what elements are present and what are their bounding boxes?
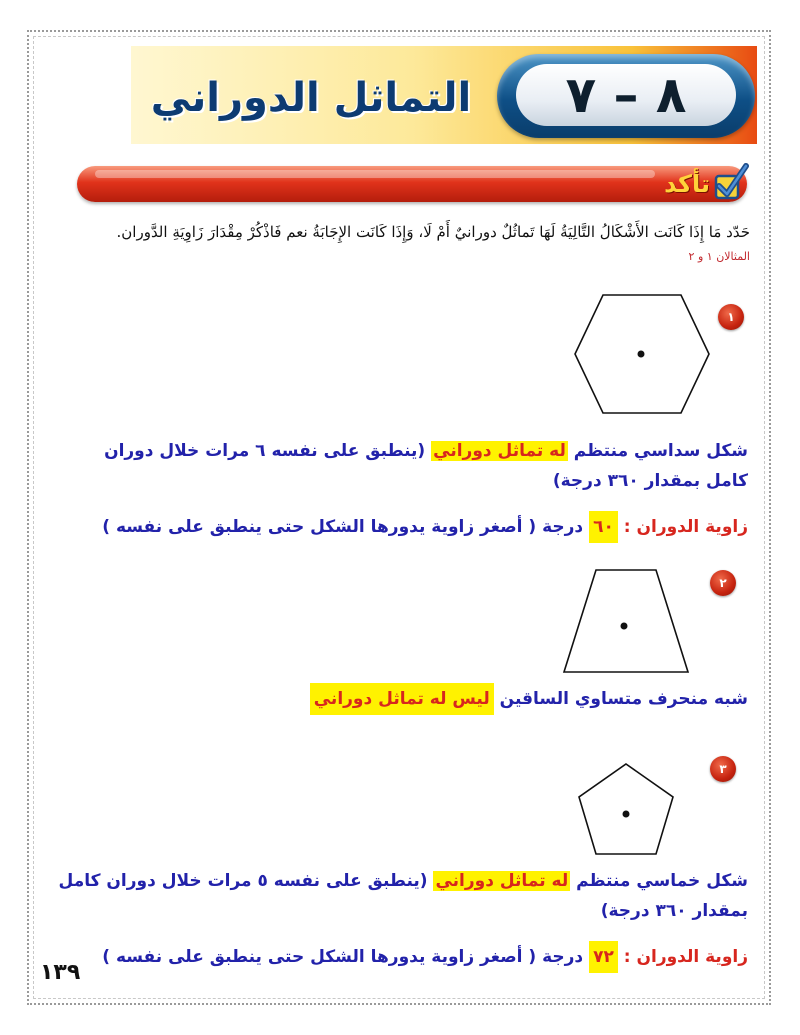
answer-detail: (ينطبق على نفسه ٦ مرات خلال دوران كامل بمقدار ٣٦٠ درجة) [104, 441, 748, 491]
answer-text: شكل خماسي منتظم [570, 871, 748, 891]
angle-note: درجة ( أصغر زاوية يدورها الشكل حتى ينطبق على نفسه ) [102, 517, 590, 537]
problem-3-angle [58, 942, 748, 972]
instruction-text: حَدّد مَا إِذَا كَانَت الأَشْكَالُ التَّالِيَةُ لَهَا تَماثُلٌ دورانيٌ أَمْ لَا، وَإِذَا كَانَت الإِجَابَةُ نعم فَاذْكُرْ مِقْدَارَ زَاوِيَةِ الدَّوران. [116, 223, 750, 241]
rotation-center-dot [623, 811, 630, 818]
problem-2-answer [58, 684, 748, 714]
problem-1-angle [58, 512, 748, 542]
page-number: ١٣٩ [40, 960, 81, 985]
answer-highlight: له تماثل دوراني [435, 871, 569, 891]
problem-number-2: ٢ [710, 570, 736, 596]
angle-value: ٦٠ [589, 511, 618, 543]
pentagon-shape [574, 760, 678, 858]
rotation-center-dot [621, 623, 628, 630]
angle-label: زاوية الدوران : [623, 947, 748, 967]
problem-1-answer [58, 436, 748, 496]
lesson-number-frame [516, 64, 736, 126]
answer-text: شبه منحرف متساوي الساقين [493, 689, 748, 709]
lesson-number: ٨ – ٧ [565, 66, 687, 124]
trapezoid-shape [558, 566, 694, 676]
rotation-center-dot [638, 351, 645, 358]
problem-3-answer [58, 866, 748, 926]
answer-text: شكل سداسي منتظم [567, 441, 748, 461]
angle-note: درجة ( أصغر زاوية يدورها الشكل حتى ينطبق على نفسه ) [102, 947, 590, 967]
angle-label: زاوية الدوران : [623, 517, 748, 537]
problem-number-3: ٣ [710, 756, 736, 782]
examples-reference: المثالان ١ و ٢ [688, 250, 750, 263]
problem-number-1: ١ [718, 304, 744, 330]
checkmark-icon [710, 162, 750, 202]
angle-value: ٧٢ [589, 941, 618, 973]
answer-highlight: ليس له تماثل دوراني [310, 683, 494, 715]
lesson-title: التماثل الدوراني [150, 75, 472, 121]
hexagon-shape [568, 290, 716, 420]
answer-highlight: له تماثل دوراني [433, 441, 566, 461]
answer-detail: (ينطبق على نفسه ٥ مرات خلال دوران كامل بمقدار ٣٦٠ درجة) [58, 871, 748, 921]
check-section-label: تأكد [664, 170, 710, 198]
check-bar-shine [95, 170, 655, 178]
